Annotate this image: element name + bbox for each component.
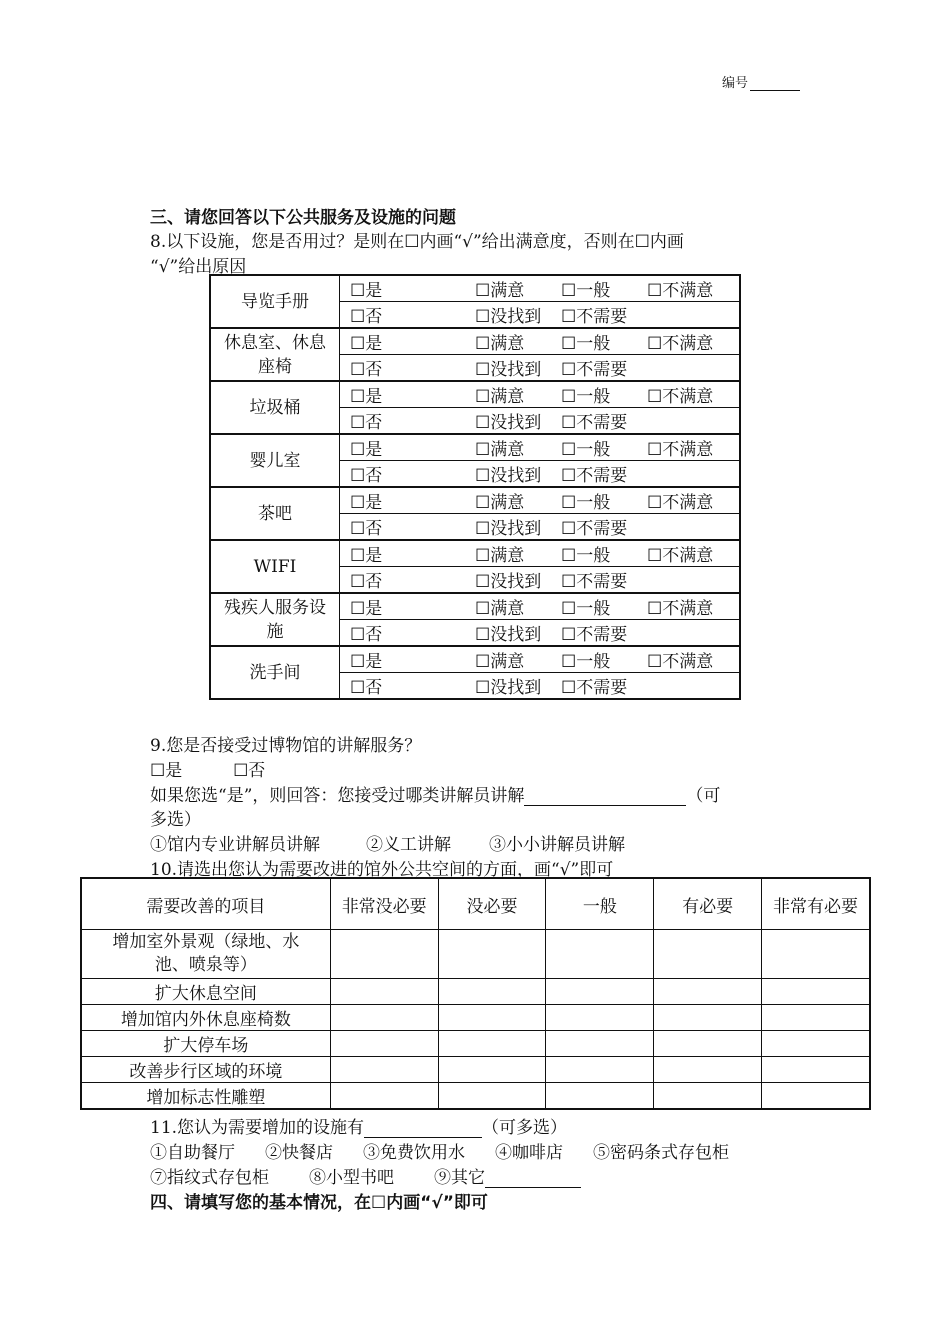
yes-options-cell xyxy=(340,540,741,567)
checkbox-option[interactable]: ☐是 xyxy=(350,281,383,301)
q9-option[interactable]: ①馆内专业讲解员讲解 xyxy=(150,835,320,855)
checkbox-option[interactable]: ☐是 xyxy=(350,652,383,672)
q11-options-line1 xyxy=(150,1138,729,1163)
checkbox-option[interactable]: ☐没找到 xyxy=(475,678,542,698)
q11-option[interactable]: ④咖啡店 xyxy=(495,1143,563,1163)
yes-options-cell xyxy=(340,328,741,355)
checkbox-option[interactable]: ☐是 xyxy=(350,599,383,619)
no-options-cell xyxy=(340,461,741,488)
rating-cell[interactable] xyxy=(654,1005,762,1031)
improvement-item: 增加馆内外休息座椅数 xyxy=(81,1005,330,1031)
rating-cell[interactable] xyxy=(654,979,762,1005)
checkbox-option[interactable]: ☐一般 xyxy=(561,493,611,513)
checkbox-option[interactable]: ☐没找到 xyxy=(475,572,542,592)
section3-title: 三、请您回答以下公共服务及设施的问题 xyxy=(150,208,456,228)
table-row xyxy=(81,930,870,979)
facility-row-yes xyxy=(210,540,740,567)
checkbox-option[interactable]: ☐一般 xyxy=(561,281,611,301)
facility-row-yes xyxy=(210,434,740,461)
q11-option[interactable]: ①自助餐厅 xyxy=(150,1143,235,1163)
facility-name: 休息室、休息座椅 xyxy=(210,328,340,381)
q9-answer xyxy=(150,756,265,781)
checkbox-option[interactable]: ☐没找到 xyxy=(475,519,542,539)
no-options-cell xyxy=(340,302,741,329)
q9-followup-field[interactable] xyxy=(524,790,686,806)
checkbox-option[interactable]: ☐否 xyxy=(350,572,383,592)
facility-row-yes xyxy=(210,275,740,302)
facility-row-yes xyxy=(210,646,740,673)
checkbox-option[interactable]: ☐满意 xyxy=(475,599,525,619)
improvement-item: 扩大停车场 xyxy=(81,1031,330,1057)
column-header: 没必要 xyxy=(438,878,546,930)
table-row xyxy=(81,1005,870,1031)
q11-text-line xyxy=(150,1113,567,1138)
rating-cell[interactable] xyxy=(546,979,654,1005)
no-options-cell xyxy=(340,514,741,541)
checkbox-option[interactable]: ☐是 xyxy=(350,440,383,460)
improvement-item: 扩大休息空间 xyxy=(81,979,330,1005)
rating-cell[interactable] xyxy=(330,1057,438,1083)
checkbox-option[interactable]: ☐否 xyxy=(350,678,383,698)
q11-options-line2 xyxy=(150,1163,581,1188)
q9-followup-text: 如果您选“是”，则回答：您接受过哪类讲解员讲解 xyxy=(150,786,525,806)
no-options-cell xyxy=(340,620,741,647)
yes-options-cell xyxy=(340,381,741,408)
q11-option[interactable]: ⑤密码条式存包柜 xyxy=(593,1143,729,1163)
rating-cell[interactable] xyxy=(762,1005,870,1031)
checkbox-option[interactable]: ☐不满意 xyxy=(647,599,714,619)
yes-options-cell xyxy=(340,646,741,673)
checkbox-option[interactable]: ☐一般 xyxy=(561,334,611,354)
checkbox-option[interactable]: ☐不满意 xyxy=(647,440,714,460)
no-options-cell xyxy=(340,355,741,382)
no-options-cell xyxy=(340,408,741,435)
checkbox-option[interactable]: ☐没找到 xyxy=(475,466,542,486)
q8-text-line1: 8.以下设施，您是否用过？是则在☐内画“√”给出满意度，否则在☐内画 xyxy=(150,232,684,252)
yes-options-cell xyxy=(340,593,741,620)
checkbox-option[interactable]: ☐否 xyxy=(350,413,383,433)
yes-options-cell xyxy=(340,275,741,302)
section4-title: 四、请填写您的基本情况，在☐内画“√”即可 xyxy=(150,1193,488,1213)
checkbox-option[interactable]: ☐否 xyxy=(350,466,383,486)
rating-cell[interactable] xyxy=(330,1083,438,1110)
checkbox-option[interactable]: ☐否 xyxy=(350,307,383,327)
checkbox-option[interactable]: ☐一般 xyxy=(561,599,611,619)
rating-cell[interactable] xyxy=(330,1005,438,1031)
rating-cell[interactable] xyxy=(762,930,870,979)
checkbox-option[interactable]: ☐一般 xyxy=(561,546,611,566)
column-header: 需要改善的项目 xyxy=(81,878,330,930)
table-row xyxy=(81,979,870,1005)
q9-yes-checkbox[interactable]: ☐是 xyxy=(150,761,183,781)
checkbox-option[interactable]: ☐没找到 xyxy=(475,625,542,645)
checkbox-option[interactable]: ☐满意 xyxy=(475,440,525,460)
table-header-row xyxy=(81,878,870,930)
rating-cell[interactable] xyxy=(654,930,762,979)
rating-cell[interactable] xyxy=(654,1083,762,1110)
table-row xyxy=(81,1083,870,1110)
rating-cell[interactable] xyxy=(654,1031,762,1057)
yes-options-cell xyxy=(340,487,741,514)
no-options-cell xyxy=(340,673,741,700)
rating-cell[interactable] xyxy=(762,979,870,1005)
rating-cell[interactable] xyxy=(330,930,438,979)
q11-option[interactable]: ③免费饮用水 xyxy=(363,1143,465,1163)
rating-cell[interactable] xyxy=(546,1057,654,1083)
checkbox-option[interactable]: ☐没找到 xyxy=(475,360,542,380)
rating-cell[interactable] xyxy=(438,1005,546,1031)
no-options-cell xyxy=(340,567,741,594)
checkbox-option[interactable]: ☐满意 xyxy=(475,334,525,354)
serial-number-field[interactable] xyxy=(750,78,800,91)
checkbox-option[interactable]: ☐不需要 xyxy=(561,413,628,433)
table-row xyxy=(81,1031,870,1057)
rating-cell[interactable] xyxy=(438,930,546,979)
column-header: 非常没必要 xyxy=(330,878,438,930)
checkbox-option[interactable]: ☐是 xyxy=(350,334,383,354)
checkbox-option[interactable]: ☐一般 xyxy=(561,387,611,407)
q9-options xyxy=(150,830,625,855)
facility-row-yes xyxy=(210,328,740,355)
yes-options-cell xyxy=(340,434,741,461)
checkbox-option[interactable]: ☐满意 xyxy=(475,281,525,301)
checkbox-option[interactable]: ☐是 xyxy=(350,546,383,566)
q11-field[interactable] xyxy=(364,1122,482,1138)
q9-no-checkbox[interactable]: ☐否 xyxy=(233,761,266,781)
rating-cell[interactable] xyxy=(546,1031,654,1057)
checkbox-option[interactable]: ☐满意 xyxy=(475,387,525,407)
rating-cell[interactable] xyxy=(546,1005,654,1031)
checkbox-option[interactable]: ☐没找到 xyxy=(475,413,542,433)
checkbox-option[interactable]: ☐一般 xyxy=(561,440,611,460)
checkbox-option[interactable]: ☐不需要 xyxy=(561,519,628,539)
rating-cell[interactable] xyxy=(546,930,654,979)
serial-label: 编号 xyxy=(722,76,749,91)
q8-facility-table xyxy=(209,274,741,700)
q10-table xyxy=(80,877,871,1110)
rating-cell[interactable] xyxy=(330,1031,438,1057)
q9-followup-line2: 多选） xyxy=(150,810,201,830)
q9-option[interactable]: ③小小讲解员讲解 xyxy=(489,835,625,855)
q11-text: 11.您认为需要增加的设施有 xyxy=(150,1118,365,1138)
facility-name: 洗手间 xyxy=(210,646,340,699)
checkbox-option[interactable]: ☐不需要 xyxy=(561,625,628,645)
q9-followup-suffix: （可 xyxy=(686,786,721,806)
column-header: 有必要 xyxy=(654,878,762,930)
checkbox-option[interactable]: ☐是 xyxy=(350,493,383,513)
q11-option[interactable]: ⑧小型书吧 xyxy=(309,1168,394,1188)
facility-row-yes xyxy=(210,593,740,620)
q11-option[interactable]: ②快餐店 xyxy=(265,1143,333,1163)
rating-cell[interactable] xyxy=(762,1083,870,1110)
checkbox-option[interactable]: ☐否 xyxy=(350,625,383,645)
rating-cell[interactable] xyxy=(330,979,438,1005)
checkbox-option[interactable]: ☐不满意 xyxy=(647,652,714,672)
improvement-item: 增加室外景观（绿地、水池、喷泉等） xyxy=(81,930,330,979)
rating-cell[interactable] xyxy=(546,1083,654,1110)
rating-cell[interactable] xyxy=(438,979,546,1005)
q9-text: 9.您是否接受过博物馆的讲解服务？ xyxy=(150,736,422,756)
rating-cell[interactable] xyxy=(762,1031,870,1057)
rating-cell[interactable] xyxy=(438,1031,546,1057)
facility-name: 婴儿室 xyxy=(210,434,340,487)
checkbox-option[interactable]: ☐满意 xyxy=(475,493,525,513)
checkbox-option[interactable]: ☐没找到 xyxy=(475,307,542,327)
facility-name: 茶吧 xyxy=(210,487,340,540)
checkbox-option[interactable]: ☐否 xyxy=(350,360,383,380)
table-row xyxy=(81,1057,870,1083)
q11-other-field[interactable] xyxy=(485,1172,581,1188)
checkbox-option[interactable]: ☐不需要 xyxy=(561,466,628,486)
checkbox-option[interactable]: ☐满意 xyxy=(475,546,525,566)
checkbox-option[interactable]: ☐不满意 xyxy=(647,546,714,566)
rating-cell[interactable] xyxy=(762,1057,870,1083)
checkbox-option[interactable]: ☐不需要 xyxy=(561,678,628,698)
facility-name: 残疾人服务设施 xyxy=(210,593,340,646)
checkbox-option[interactable]: ☐不需要 xyxy=(561,572,628,592)
q9-followup xyxy=(150,781,720,806)
checkbox-option[interactable]: ☐不需要 xyxy=(561,360,628,380)
q11-option[interactable]: ⑨其它 xyxy=(434,1168,485,1188)
facility-name: WIFI xyxy=(210,540,340,593)
column-header: 一般 xyxy=(546,878,654,930)
serial-number xyxy=(722,72,800,91)
rating-cell[interactable] xyxy=(438,1057,546,1083)
q10-text: 10.请选出您认为需要改进的馆外公共空间的方面，画“√”即可 xyxy=(150,860,614,880)
facility-name: 导览手册 xyxy=(210,275,340,328)
checkbox-option[interactable]: ☐不满意 xyxy=(647,493,714,513)
facility-name: 垃圾桶 xyxy=(210,381,340,434)
checkbox-option[interactable]: ☐否 xyxy=(350,519,383,539)
checkbox-option[interactable]: ☐一般 xyxy=(561,652,611,672)
facility-row-yes xyxy=(210,381,740,408)
checkbox-option[interactable]: ☐是 xyxy=(350,387,383,407)
rating-cell[interactable] xyxy=(654,1057,762,1083)
q11-option[interactable]: ⑦指纹式存包柜 xyxy=(150,1168,269,1188)
facility-row-yes xyxy=(210,487,740,514)
q8-text-line2: “√”给出原因 xyxy=(150,257,247,277)
column-header: 非常有必要 xyxy=(762,878,870,930)
checkbox-option[interactable]: ☐不满意 xyxy=(647,387,714,407)
improvement-item: 增加标志性雕塑 xyxy=(81,1083,330,1110)
checkbox-option[interactable]: ☐不需要 xyxy=(561,307,628,327)
checkbox-option[interactable]: ☐不满意 xyxy=(647,281,714,301)
improvement-item: 改善步行区域的环境 xyxy=(81,1057,330,1083)
rating-cell[interactable] xyxy=(438,1083,546,1110)
checkbox-option[interactable]: ☐不满意 xyxy=(647,334,714,354)
checkbox-option[interactable]: ☐满意 xyxy=(475,652,525,672)
q11-suffix: （可多选） xyxy=(482,1118,568,1138)
q9-option[interactable]: ②义工讲解 xyxy=(366,835,451,855)
